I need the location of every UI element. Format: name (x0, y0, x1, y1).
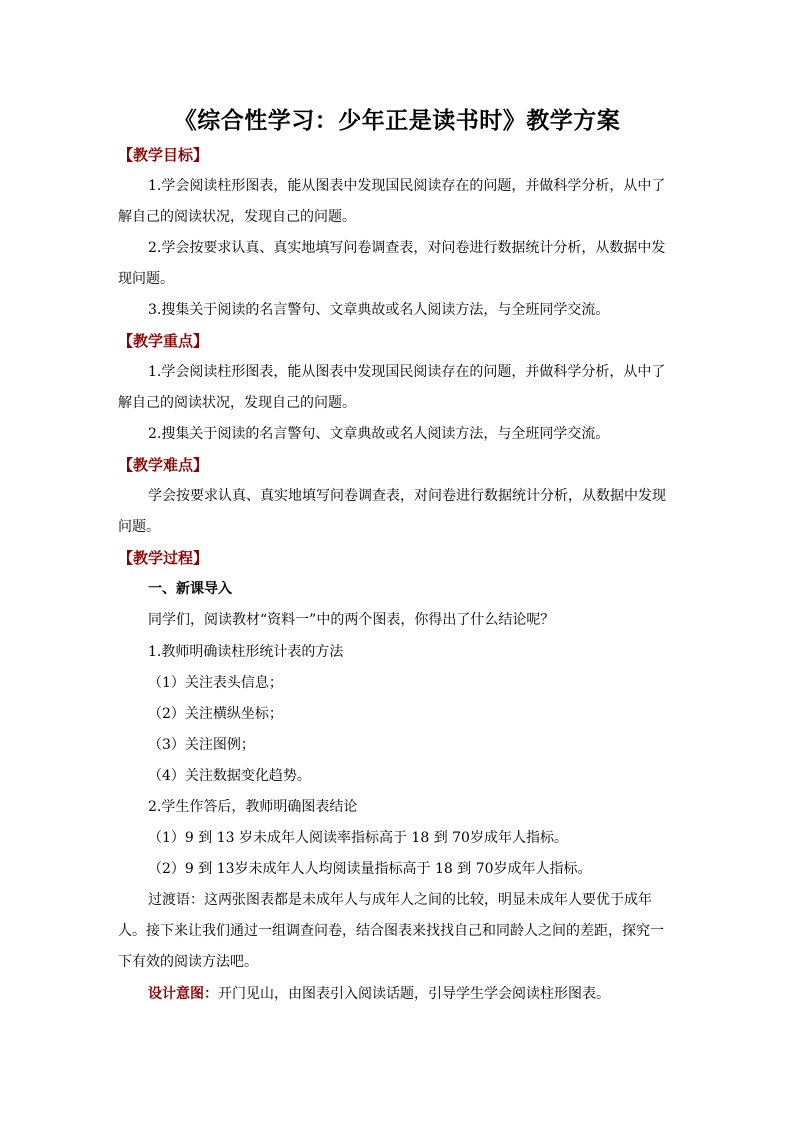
key-point-2-line-1: 2.搜集关于阅读的名言警句、文章典故或名人阅读方法，与全班同学交流。 (148, 426, 610, 442)
difficulty-line-1: 学会按要求认真、真实地填写问卷调查表，对问卷进行数据统计分析，从数据中发现 (148, 488, 666, 504)
key-point-1-line-1: 1.学会阅读柱形图表，能从图表中发现国民阅读存在的问题，并做科学分析，从中了 (148, 364, 666, 380)
goals-heading: 【教学目标】 (118, 146, 209, 164)
transition-line-2: 人。接下来让我们通过一组调查问卷，结合图表来找找自己和同龄人之间的差距，探究一 (118, 923, 664, 939)
process-heading: 【教学过程】 (118, 549, 209, 567)
conclusion-item: （2）9 到 13岁未成年人人均阅读量指标高于 18 到 70岁成年人指标。 (148, 861, 592, 877)
design-intent (148, 984, 610, 1004)
goal-2-line-1: 2.学会按要求认真、真实地填写问卷调查表，对问卷进行数据统计分析，从数据中发 (148, 240, 666, 256)
goal-2-line-2: 现问题。 (118, 271, 174, 287)
design-intent-label: 设计意图： (148, 986, 218, 1002)
key-points-heading: 【教学重点】 (118, 332, 209, 350)
process-subheading-intro: 一、新课导入 (148, 581, 232, 597)
conclusion-item: （1）9 到 13 岁未成年人阅读率指标高于 18 到 70岁成年人指标。 (148, 830, 568, 846)
process-point-2: 2.学生作答后，教师明确图表结论 (148, 799, 358, 815)
transition-line-3: 下有效的阅读方法吧。 (118, 954, 258, 970)
document-title: 《综合性学习：少年正是读书时》教学方案 (173, 108, 621, 134)
process-point-1: 1.教师明确读柱形统计表的方法 (148, 644, 344, 660)
difficulty-line-2: 问题。 (118, 519, 160, 535)
method-item: （4）关注数据变化趋势。 (148, 768, 311, 784)
method-item: （3）关注图例； (148, 737, 255, 753)
key-point-1-line-2: 解自己的阅读状况，发现自己的问题。 (118, 395, 356, 411)
design-intent-text: 开门见山，由图表引入阅读话题，引导学生学会阅读柱形图表。 (218, 986, 610, 1002)
transition-line-1: 过渡语：这两张图表都是未成年人与成年人之间的比较，明显未成年人要优于成年 (148, 892, 652, 908)
goal-1-line-2: 解自己的阅读状况，发现自己的问题。 (118, 209, 356, 225)
method-item: （2）关注横纵坐标； (148, 706, 283, 722)
process-intro-text: 同学们，阅读教材“资料一”中的两个图表，你得出了什么结论呢？ (148, 612, 555, 628)
goal-3-line-1: 3.搜集关于阅读的名言警句、文章典故或名人阅读方法，与全班同学交流。 (148, 302, 610, 318)
method-item: （1）关注表头信息； (148, 675, 283, 691)
difficulties-heading: 【教学难点】 (118, 456, 209, 474)
goal-1-line-1: 1.学会阅读柱形图表，能从图表中发现国民阅读存在的问题，并做科学分析，从中了 (148, 178, 666, 194)
